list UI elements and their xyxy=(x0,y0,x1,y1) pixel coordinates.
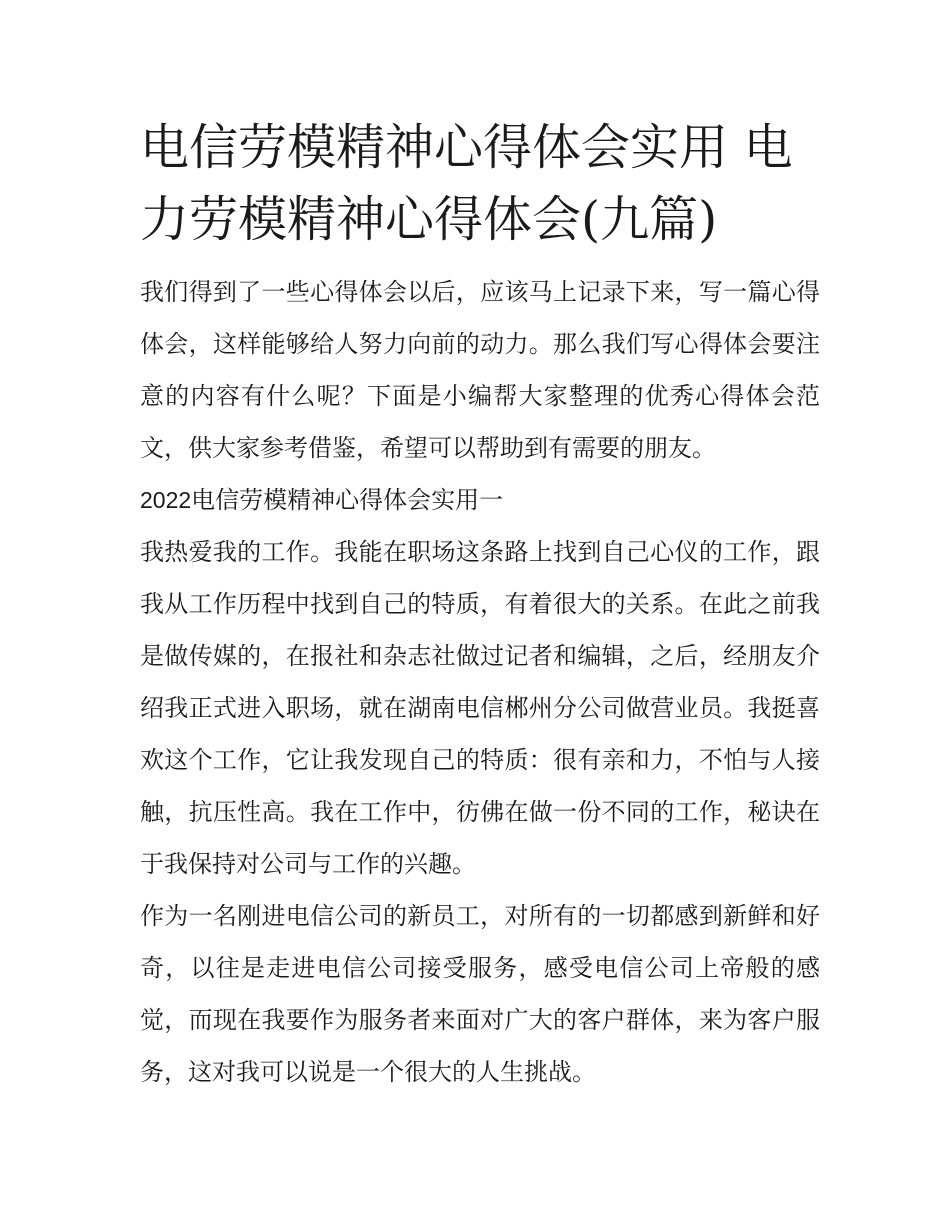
body-paragraph-2: 作为一名刚进电信公司的新员工，对所有的一切都感到新鲜和好奇，以往是走进电信公司接受服务，感受电信公司上帝般的感觉，而现在我要作为服务者来面对广大的客户群体，来为客户服务，这对我可以说是一个很大的人生挑战。 xyxy=(140,902,820,1086)
section-title: 电信劳模精神心得体会实用一 xyxy=(191,486,504,514)
section-year: 2022 xyxy=(140,487,192,513)
body-paragraph-1: 我热爱我的工作。我能在职场这条路上找到自己心仪的工作，跟我从工作历程中找到自己的特质，有着很大的关系。在此之前我是做传媒的，在报社和杂志社做过记者和编辑，之后，经朋友介绍我正式进入职场，就在湖南电信郴州分公司做营业员。我挺喜欢这个工作，它让我发现自己的特质：很有亲和力，不怕与人接触，抗压性高。我在工作中，彷佛在做一份不同的工作，秘诀在于我保持对公司与工作的兴趣。 xyxy=(140,538,820,878)
section-heading xyxy=(140,474,820,526)
intro-paragraph: 我们得到了一些心得体会以后，应该马上记录下来，写一篇心得体会，这样能够给人努力向前的动力。那么我们写心得体会要注意的内容有什么呢？下面是小编帮大家整理的优秀心得体会范文，供大家参考借鉴，希望可以帮助到有需要的朋友。 xyxy=(140,278,820,462)
document-page xyxy=(140,112,820,1098)
page-title: 电信劳模精神心得体会实用 电力劳模精神心得体会(九篇) xyxy=(140,119,793,248)
